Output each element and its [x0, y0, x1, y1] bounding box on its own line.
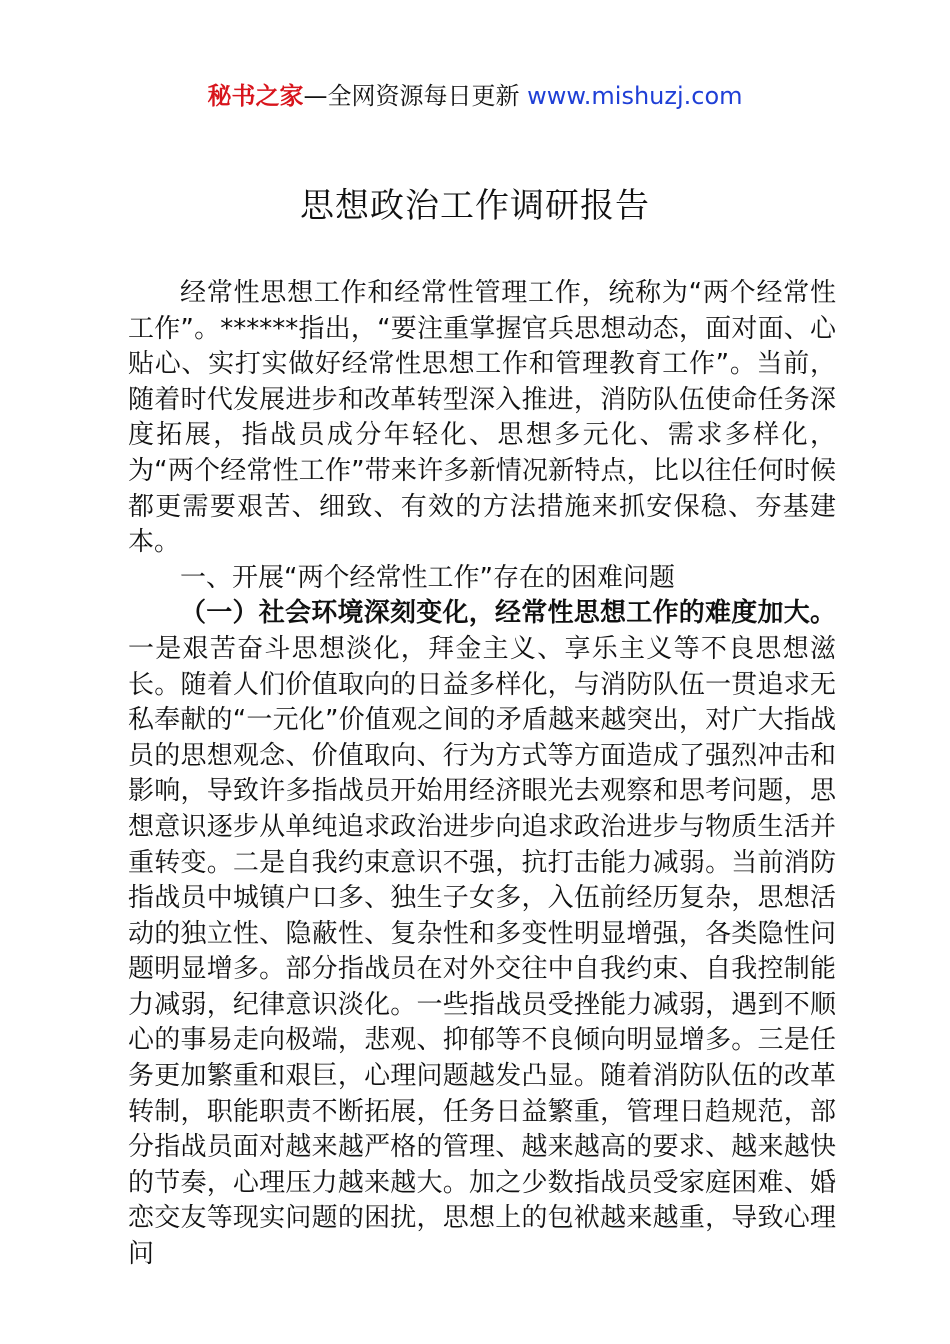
subsection-paragraph	[128, 596, 836, 1272]
document-body	[128, 276, 836, 1273]
site-header	[0, 80, 950, 112]
subsection-heading: （一）社会环境深刻变化，经常性思想工作的难度加大。	[180, 598, 836, 629]
site-slogan: —全网资源每日更新	[303, 82, 528, 110]
document-title: 思想政治工作调研报告	[300, 186, 650, 226]
site-brand: 秘书之家	[207, 82, 304, 110]
subsection-text: 一是艰苦奋斗思想淡化，拜金主义、享乐主义等不良思想滋长。随着人们价值取向的日益多样化，与消防队伍一贯追求无私奉献的“一元化”价值观之间的矛盾越来越突出，对广大指战员的思想观念、价值取向、行为方式等方面造成了强烈冲击和影响，导致许多指战员开始用经济眼光去观察和思考问题，思想意识逐步从单纯追求政治进步向追求政治进步与物质生活并重转变。二是自我约束意识不强，抗打击能力减弱。当前消防指战员中城镇户口多、独生子女多，入伍前经历复杂，思想活动的独立性、隐蔽性、复杂性和多变性明显增强，各类隐性问题明显增多。部分指战员在对外交往中自我约束、自我控制能力减弱，纪律意识淡化。一些指战员受挫能力减弱，遇到不顺心的事易走向极端，悲观、抑郁等不良倾向明显增多。三是任务更加繁重和艰巨，心理问题越发凸显。随着消防队伍的改革转制，职能职责不断拓展，任务日益繁重，管理日趋规范，部分指战员面对越来越严格的管理、越来越高的要求、越来越快的节奏，心理压力越来越大。加之少数指战员受家庭困难、婚恋交友等现实问题的困扰，思想上的包袱越来越重，导致心理问	[128, 633, 836, 1270]
section-heading: 一、开展“两个经常性工作”存在的困难问题	[180, 562, 675, 593]
intro-paragraph: 经常性思想工作和经常性管理工作，统称为“两个经常性工作”。******指出，“要注重掌握官兵思想动态，面对面、心贴心、实打实做好经常性思想工作和管理教育工作”。当前，随着时代发展进步和改革转型深入推进，消防队伍使命任务深度拓展，指战员成分年轻化、思想多元化、需求多样化，为“两个经常性工作”带来许多新情况新特点，比以往任何时候都更需要艰苦、细致、有效的方法措施来抓安保稳、夯基建本。	[128, 278, 836, 558]
site-url-link[interactable]: www.mishuzj.com	[527, 82, 743, 110]
